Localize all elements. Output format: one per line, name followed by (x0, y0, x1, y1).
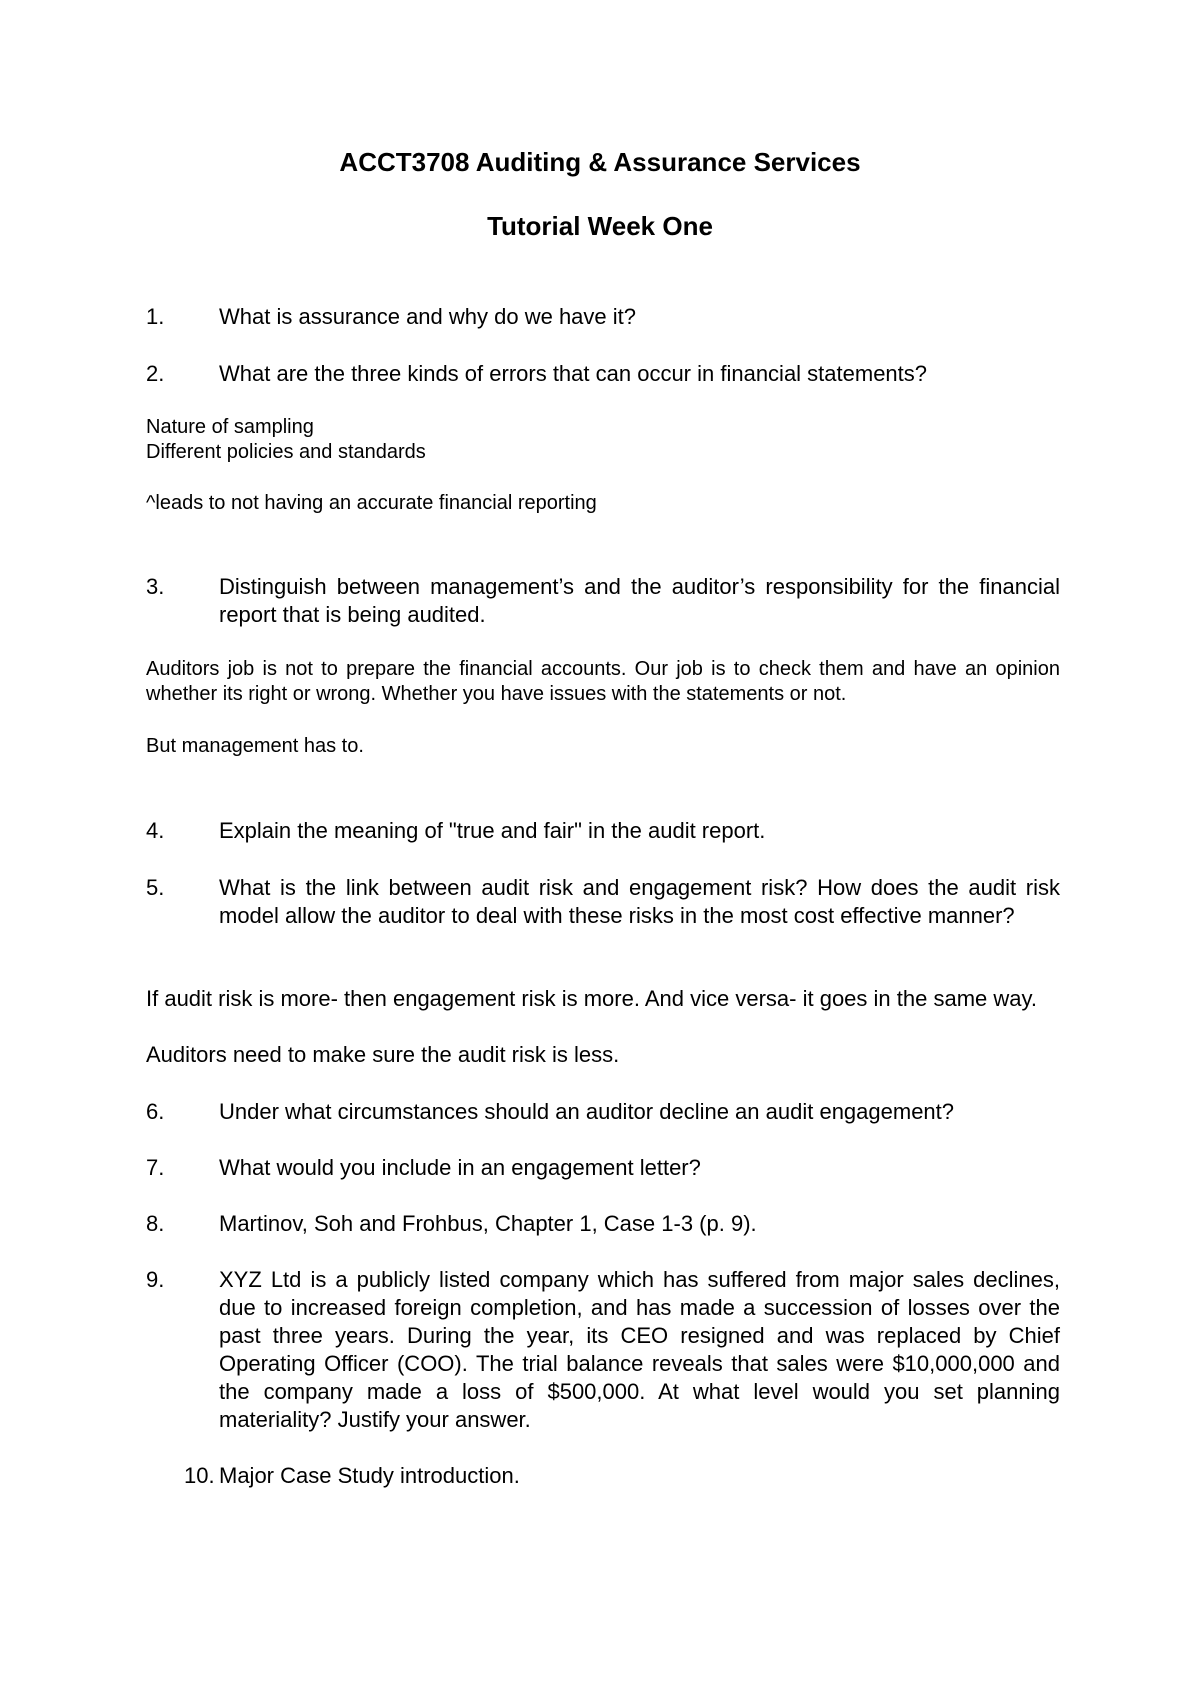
question-5 (146, 874, 1060, 930)
question-number: 6. (146, 1099, 165, 1124)
document-title: ACCT3708 Auditing & Assurance Services (339, 147, 861, 177)
question-number: 9. (146, 1267, 165, 1292)
question-10 (184, 1462, 1060, 1490)
question-number: 5. (146, 875, 165, 900)
question-7 (146, 1154, 1060, 1182)
question-number: 10. (184, 1463, 215, 1488)
question-text: Major Case Study introduction. (219, 1463, 520, 1488)
question-text: XYZ Ltd is a publicly listed company which has suffered from major sales declines, due to increased foreign completion, and has made a succession of losses over the past three years. During the year, its CEO resigned and was replaced by Chief Operating Officer (COO). The trial balance reveals that sales were $10,000,000 and the company made a loss of $500,000. At what level would you set planning materiality? Justify your answer. (219, 1267, 1060, 1432)
question-number: 1. (146, 304, 165, 329)
question-number: 8. (146, 1211, 165, 1236)
answer-note: If audit risk is more- then engagement risk is more. And vice versa- it goes in the same way. (146, 986, 1037, 1011)
question-number: 2. (146, 361, 165, 386)
question-text: Martinov, Soh and Frohbus, Chapter 1, Case 1-3 (p. 9). (219, 1211, 757, 1236)
question-text: Distinguish between management’s and the auditor’s responsibility for the financial report that is being audited. (219, 574, 1060, 627)
answer-note: Auditors job is not to prepare the financial accounts. Our job is to check them and have an opinion whether its right or wrong. Whether you have issues with the statements or not. (146, 658, 1060, 705)
question-text: Under what circumstances should an auditor decline an audit engagement? (219, 1099, 955, 1124)
question-4 (146, 817, 1060, 845)
question-text: Explain the meaning of "true and fair" in the audit report. (219, 818, 766, 843)
question-2 (146, 360, 1060, 388)
question-9 (146, 1266, 1060, 1434)
question-text: What would you include in an engagement letter? (219, 1155, 701, 1180)
answer-note: Nature of sampling (146, 416, 314, 438)
question-text: What is assurance and why do we have it? (219, 304, 637, 329)
question-1 (146, 303, 1060, 331)
question-number: 4. (146, 818, 165, 843)
question-6 (146, 1098, 1060, 1126)
question-number: 7. (146, 1155, 165, 1180)
question-8 (146, 1210, 1060, 1238)
question-text: What are the three kinds of errors that can occur in financial statements? (219, 361, 928, 386)
document-subtitle: Tutorial Week One (487, 211, 713, 241)
answer-note: Auditors need to make sure the audit risk is less. (146, 1042, 620, 1067)
question-3 (146, 573, 1060, 629)
question-text: What is the link between audit risk and engagement risk? How does the audit risk model allow the auditor to deal with these risks in the most cost effective manner? (219, 875, 1060, 928)
answer-note: ^leads to not having an accurate financial reporting (146, 492, 597, 514)
answer-note: Different policies and standards (146, 441, 426, 463)
question-number: 3. (146, 574, 165, 599)
answer-note: But management has to. (146, 735, 364, 757)
